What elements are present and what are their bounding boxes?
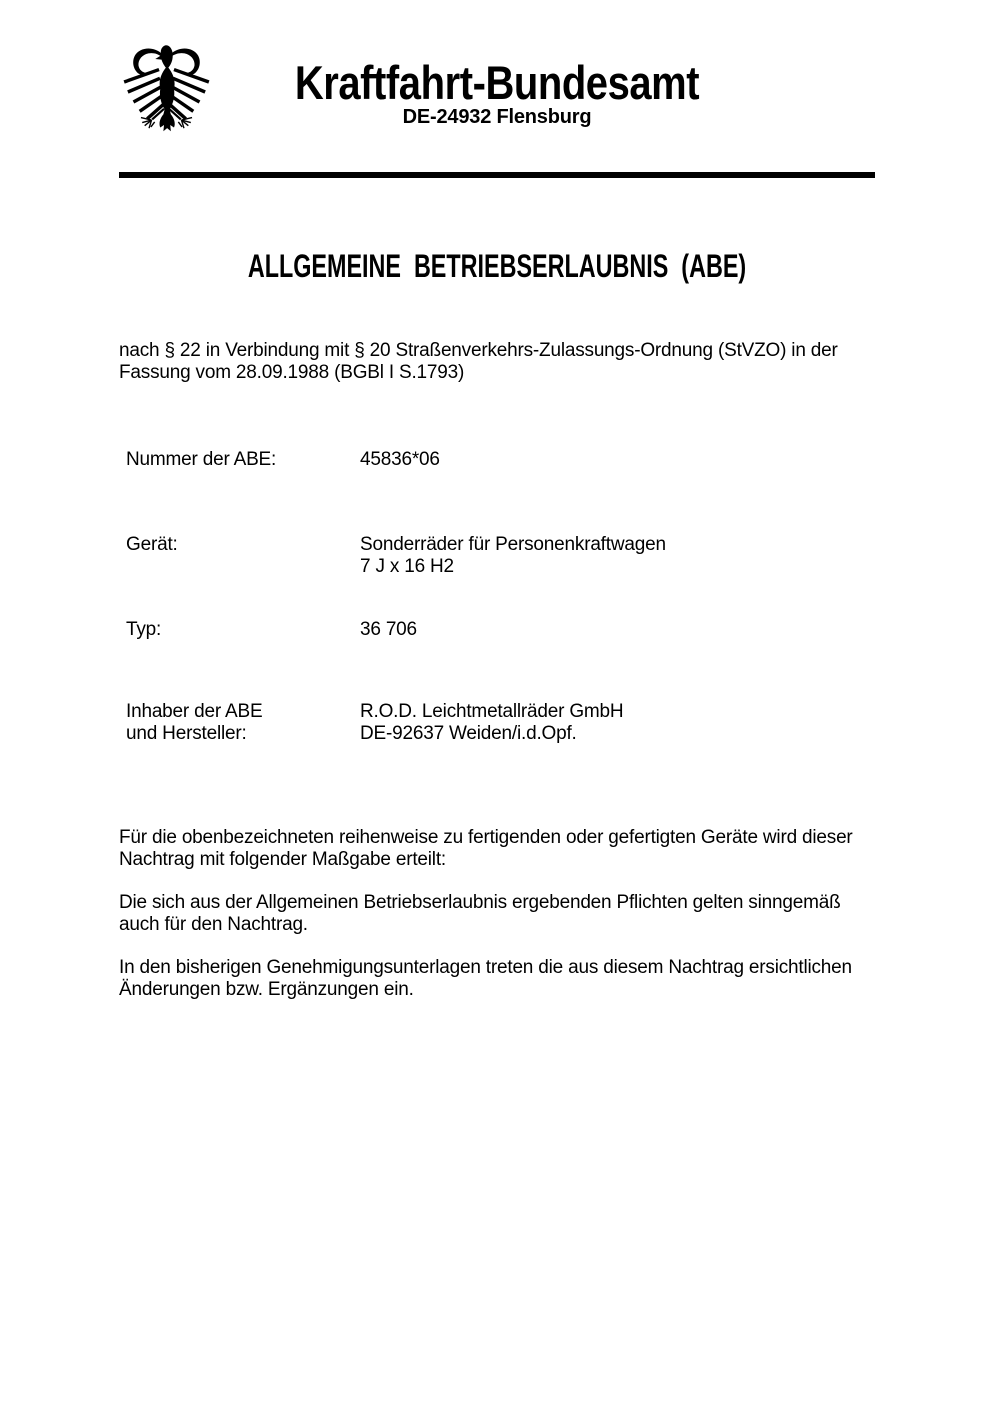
legal-basis-line: Fassung vom 28.09.1988 (BGBl I S.1793) (119, 362, 465, 383)
field-value: DE-92637 Weiden/i.d.Opf. (360, 723, 577, 744)
field-label: Gerät: (126, 534, 178, 555)
paragraph-line: Die sich aus der Allgemeinen Betriebserlaubnis ergebenden Pflichten gelten sinngemäß (119, 892, 841, 913)
agency-location: DE-24932 Flensburg (402, 106, 592, 128)
legal-basis-paragraph (119, 340, 838, 384)
field-label: Inhaber der ABE (126, 701, 263, 722)
paragraph-line: In den bisherigen Genehmigungsunterlagen treten die aus diesem Nachtrag ersichtlichen (119, 957, 852, 978)
paragraph-grant-statement (119, 827, 853, 871)
field-value: 7 J x 16 H2 (360, 556, 454, 577)
paragraph-amendments (119, 957, 852, 1001)
paragraph-line: Änderungen bzw. Ergänzungen ein. (119, 979, 414, 1000)
document-title: ALLGEMEINE BETRIEBSERLAUBNIS (ABE) (247, 248, 747, 284)
field-value: Sonderräder für Personenkraftwagen (360, 534, 666, 555)
field-value: 36 706 (360, 619, 417, 640)
field-label: Typ: (126, 619, 162, 640)
legal-basis-line: nach § 22 in Verbindung mit § 20 Straßenverkehrs-Zulassungs-Ordnung (StVZO) in der (119, 340, 838, 361)
field-value: R.O.D. Leichtmetallräder GmbH (360, 701, 624, 722)
paragraph-obligations (119, 892, 840, 936)
field-value: 45836*06 (360, 449, 440, 470)
paragraph-line: auch für den Nachtrag. (119, 914, 308, 935)
header-rule (119, 172, 875, 178)
agency-name: Kraftfahrt-Bundesamt (294, 56, 700, 109)
field-label: und Hersteller: (126, 723, 247, 744)
paragraph-line: Für die obenbezeichneten reihenweise zu fertigenden oder gefertigten Geräte wird dieser (119, 827, 853, 848)
paragraph-line: Nachtrag mit folgender Maßgabe erteilt: (119, 849, 446, 870)
document-content (119, 0, 875, 1404)
field-label: Nummer der ABE: (126, 449, 277, 470)
